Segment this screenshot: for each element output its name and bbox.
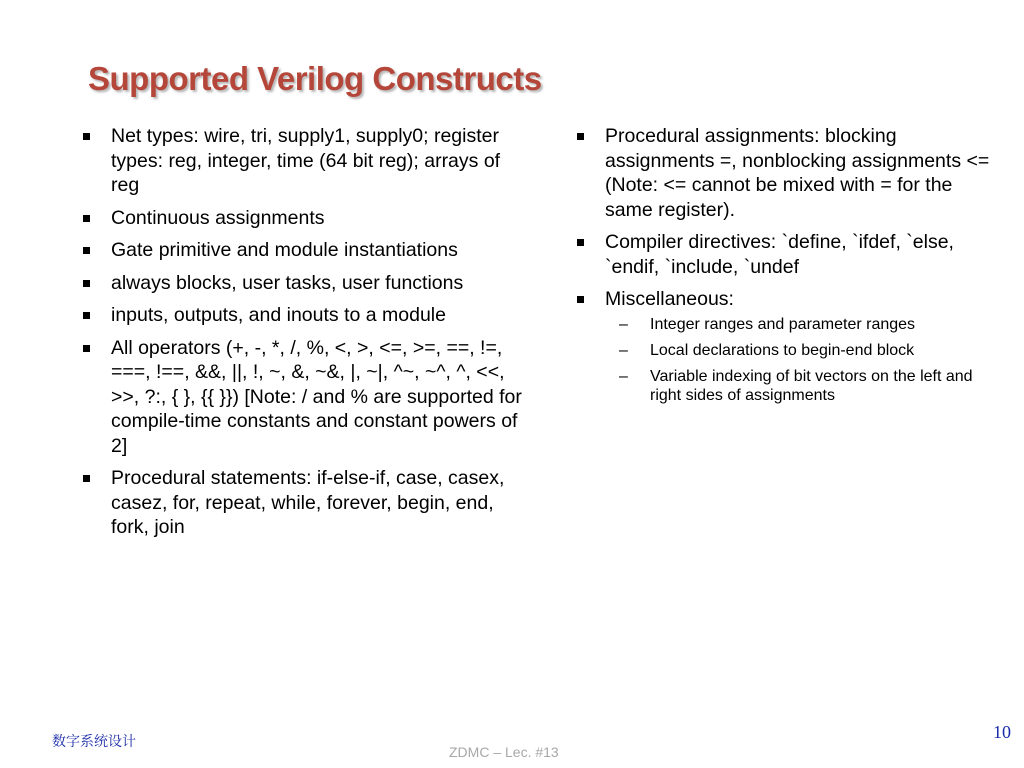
square-bullet-icon [83,280,90,287]
square-bullet-icon [83,312,90,319]
bullet-item [80,303,530,328]
bullet-item [574,124,994,222]
dash-icon: – [619,315,628,333]
bullet-text: Gate primitive and module instantiations [111,239,458,261]
square-bullet-icon [83,247,90,254]
misc-sublist [619,315,994,405]
square-bullet-icon [83,133,90,140]
square-bullet-icon [577,239,584,246]
bullet-item [574,287,994,405]
bullet-text: All operators (+, -, *, /, %, <, >, <=, >=, ==, !=, ===, !==, &&, ||, !, ~, &, ~&, |, ~|, ^~, ~^, ^, <<, >>, ?:, { }, {{ }}) [Note: / and % are supported for compile-time constants and constant powers of 2] [111,336,522,457]
bullet-item [80,271,530,296]
bullet-text: always blocks, user tasks, user functions [111,271,464,294]
square-bullet-icon [577,133,584,140]
sub-bullet-item [619,341,994,360]
square-bullet-icon [83,345,90,352]
footer-course-name: 数字系统设计 [52,734,136,750]
square-bullet-icon [577,296,584,303]
left-bullet-list [80,124,530,548]
sub-bullet-text: Local declarations to begin-end block [650,341,915,359]
bullet-text: Net types: wire, tri, supply1, supply0; register types: reg, integer, time (64 bit reg); arrays of reg [111,125,501,196]
bullet-item [574,230,994,279]
dash-icon: – [619,341,628,359]
bullet-item [80,466,530,540]
bullet-text: Compiler directives: `define, `ifdef, `else, `endif, `include, `undef [605,231,954,278]
footer-lecture-label: ZDMC – Lec. #13 [449,744,559,760]
bullet-item [80,336,530,459]
bullet-text: Continuous assignments [111,206,325,229]
bullet-text: inputs, outputs, and inouts to a module [111,304,446,326]
slide-title: Supported Verilog Constructs [88,60,542,97]
bullet-item [80,238,530,263]
bullet-item [80,206,530,231]
sub-bullet-text: Variable indexing of bit vectors on the left and right sides of assignments [650,367,973,404]
square-bullet-icon [83,475,90,482]
page-number: 10 [993,722,1011,742]
bullet-text: Procedural assignments: blocking assignments =, nonblocking assignments <= (Note: <= cannot be mixed with = for the same register). [605,125,990,221]
square-bullet-icon [83,215,90,222]
bullet-text: Miscellaneous: [605,288,734,310]
sub-bullet-item [619,315,994,334]
dash-icon: – [619,367,628,385]
bullet-item [80,124,530,198]
right-bullet-list [574,124,994,413]
sub-bullet-text: Integer ranges and parameter ranges [650,315,916,333]
sub-bullet-item [619,367,994,405]
bullet-text: Procedural statements: if-else-if, case, casex, casez, for, repeat, while, forever, begin, end, fork, join [111,467,505,538]
